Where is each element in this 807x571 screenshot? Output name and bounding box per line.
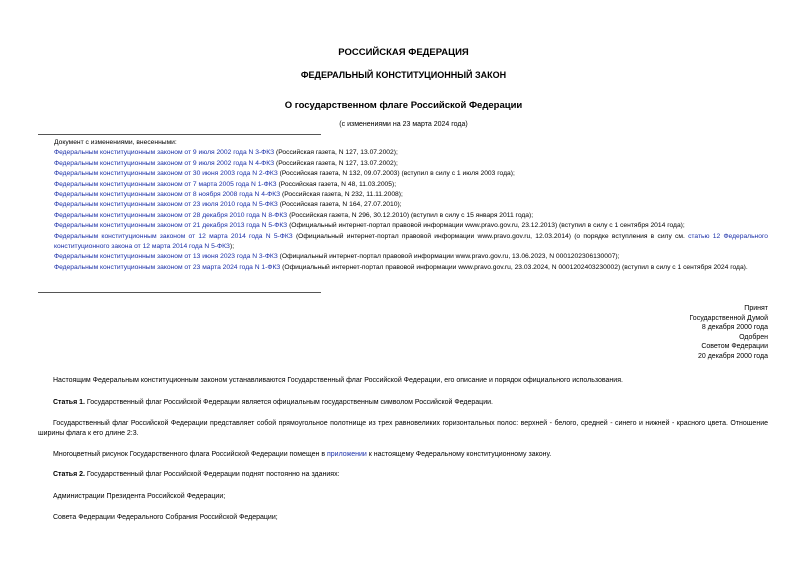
change-link[interactable]: Федеральным конституционным законом от 13 июня 2023 года N 3-ФКЗ [54, 253, 278, 261]
change-link[interactable]: Федеральным конституционным законом от 7 марта 2005 года N 1-ФКЗ [54, 180, 277, 188]
change-link[interactable]: Федеральным конституционным законом от 21 декабря 2013 года N 5-ФКЗ [54, 222, 288, 230]
article-1-text: Государственный флаг Российской Федерации является официальным государственным символом Российской Федерации. [84, 399, 493, 406]
preamble-paragraph [38, 376, 768, 386]
change-source: (Официальный интернет-портал правовой информации www.pravo.gov.ru, 23.03.2024, N 0001202403230002) (вступил в силу с 1 сентября 2024 года). [280, 263, 748, 271]
change-item [54, 190, 768, 200]
change-item [54, 200, 768, 210]
change-source: (Российская газета, N 48, 11.03.2005); [276, 180, 397, 188]
appendix-link[interactable]: приложении [327, 451, 367, 458]
article-2-text: Государственный флаг Российской Федерации поднят постоянно на зданиях: [84, 471, 340, 478]
change-source: (Российская газета, N 296, 30.12.2010) (вступил в силу с 15 января 2011 года); [287, 211, 534, 219]
change-item [54, 148, 768, 158]
adopted-by: Государственной Думой [689, 314, 768, 322]
change-source: (Официальный интернет-портал правовой информации www.pravo.gov.ru, 12.03.2014) (о порядке вступления в силу см. [292, 232, 689, 240]
edition-note: (с изменениями на 23 марта 2024 года) [339, 121, 468, 128]
change-source: (Российская газета, N 232, 11.11.2008); [280, 191, 403, 199]
building-item [38, 513, 768, 523]
change-item [54, 221, 768, 231]
appendix-text-post: к настоящему Федеральному конституционному закону. [366, 451, 552, 458]
change-link[interactable]: Федеральным конституционным законом от 30 июня 2003 года N 2-ФКЗ [54, 170, 278, 178]
change-source: (Российская газета, N 127, 13.07.2002); [274, 149, 398, 157]
changes-intro: Документ с изменениями, внесенными: [54, 139, 177, 146]
appendix-text-pre: Многоцветный рисунок Государственного флага Российской Федерации помещен в [53, 451, 327, 458]
adopted-label: Принят [744, 305, 768, 312]
approved-by: Советом Федерации [701, 343, 768, 351]
article-1-paragraph [38, 398, 768, 408]
adoption-block [689, 304, 768, 362]
flag-description-text: Государственный флаг Российской Федерации представляет собой прямоугольное полотнище из трех равновеликих горизонтальных полос: верхней - белого, средней - синего и нижней - красного цвета. Отношение ширины флага к его длине 2:3. [38, 420, 768, 437]
document-title: О государственном флаге Российской Федерации [284, 100, 523, 111]
change-source: (Официальный интернет-портал правовой информации www.pravo.gov.ru, 13.06.2023, N 0001202306130007); [277, 253, 620, 261]
change-source: (Российская газета, N 132, 09.07.2003) (вступил в силу с 1 июля 2003 года); [277, 170, 515, 178]
adopted-date: 8 декабря 2000 года [701, 324, 768, 332]
article-2-paragraph [38, 470, 768, 480]
preamble-text: Настоящим Федеральным конституционным законом устанавливаются Государственный флаг Российской Федерации, его описание и порядок официального использования. [53, 377, 623, 384]
law-type-heading: ФЕДЕРАЛЬНЫЙ КОНСТИТУЦИОННЫЙ ЗАКОН [300, 70, 507, 80]
change-item [39, 232, 768, 253]
change-item [54, 159, 768, 169]
building-item-text: Администрации Президента Российской Федерации; [53, 493, 226, 500]
approved-date: 20 декабря 2000 года [697, 352, 768, 360]
change-item [54, 211, 768, 221]
change-link[interactable]: Федеральным конституционным законом от 9 июля 2002 года N 4-ФКЗ [54, 159, 275, 167]
change-link[interactable]: Федеральным конституционным законом от 28 декабря 2010 года N 8-ФКЗ [54, 211, 288, 219]
divider-bottom [38, 292, 321, 293]
change-tail: ); [229, 243, 235, 251]
change-link[interactable]: Федеральным конституционным законом от 9 июля 2002 года N 3-ФКЗ [54, 149, 275, 157]
approved-label: Одобрен [739, 333, 768, 341]
changes-list [54, 138, 768, 273]
change-link[interactable]: Федеральным конституционным законом от 23 июля 2010 года N 5-ФКЗ [54, 201, 278, 209]
flag-description-paragraph [38, 419, 768, 438]
appendix-paragraph [38, 450, 768, 460]
change-link[interactable]: Федеральным конституционным законом от 23 марта 2024 года N 1-ФКЗ [54, 263, 281, 271]
change-link[interactable]: Федеральным конституционным законом от 12 марта 2014 года N 5-ФКЗ [54, 232, 293, 240]
change-link[interactable]: Федеральным конституционным законом от 8 ноября 2008 года N 4-ФКЗ [54, 191, 281, 199]
change-item [54, 252, 768, 262]
building-item [38, 492, 768, 502]
article-1-label: Статья 1. [53, 399, 85, 406]
divider-top [38, 134, 321, 135]
change-item [54, 169, 768, 179]
change-source: (Российская газета, N 164, 27.07.2010); [277, 201, 402, 209]
change-item [39, 263, 768, 273]
article-12-link[interactable]: статью 12 Федерального конституционного закона от 12 марта 2014 года N 5-ФКЗ [54, 232, 768, 251]
change-source: (Российская газета, N 127, 13.07.2002); [274, 159, 398, 167]
article-2-label: Статья 2. [53, 471, 85, 478]
change-source: (Официальный интернет-портал правовой информации www.pravo.gov.ru, 23.12.2013) (вступил в силу с 1 сентября 2014 года); [287, 222, 685, 230]
building-item-text: Совета Федерации Федерального Собрания Российской Федерации; [53, 514, 278, 521]
change-item [54, 180, 768, 190]
country-heading: РОССИЙСКАЯ ФЕДЕРАЦИЯ [338, 47, 469, 58]
